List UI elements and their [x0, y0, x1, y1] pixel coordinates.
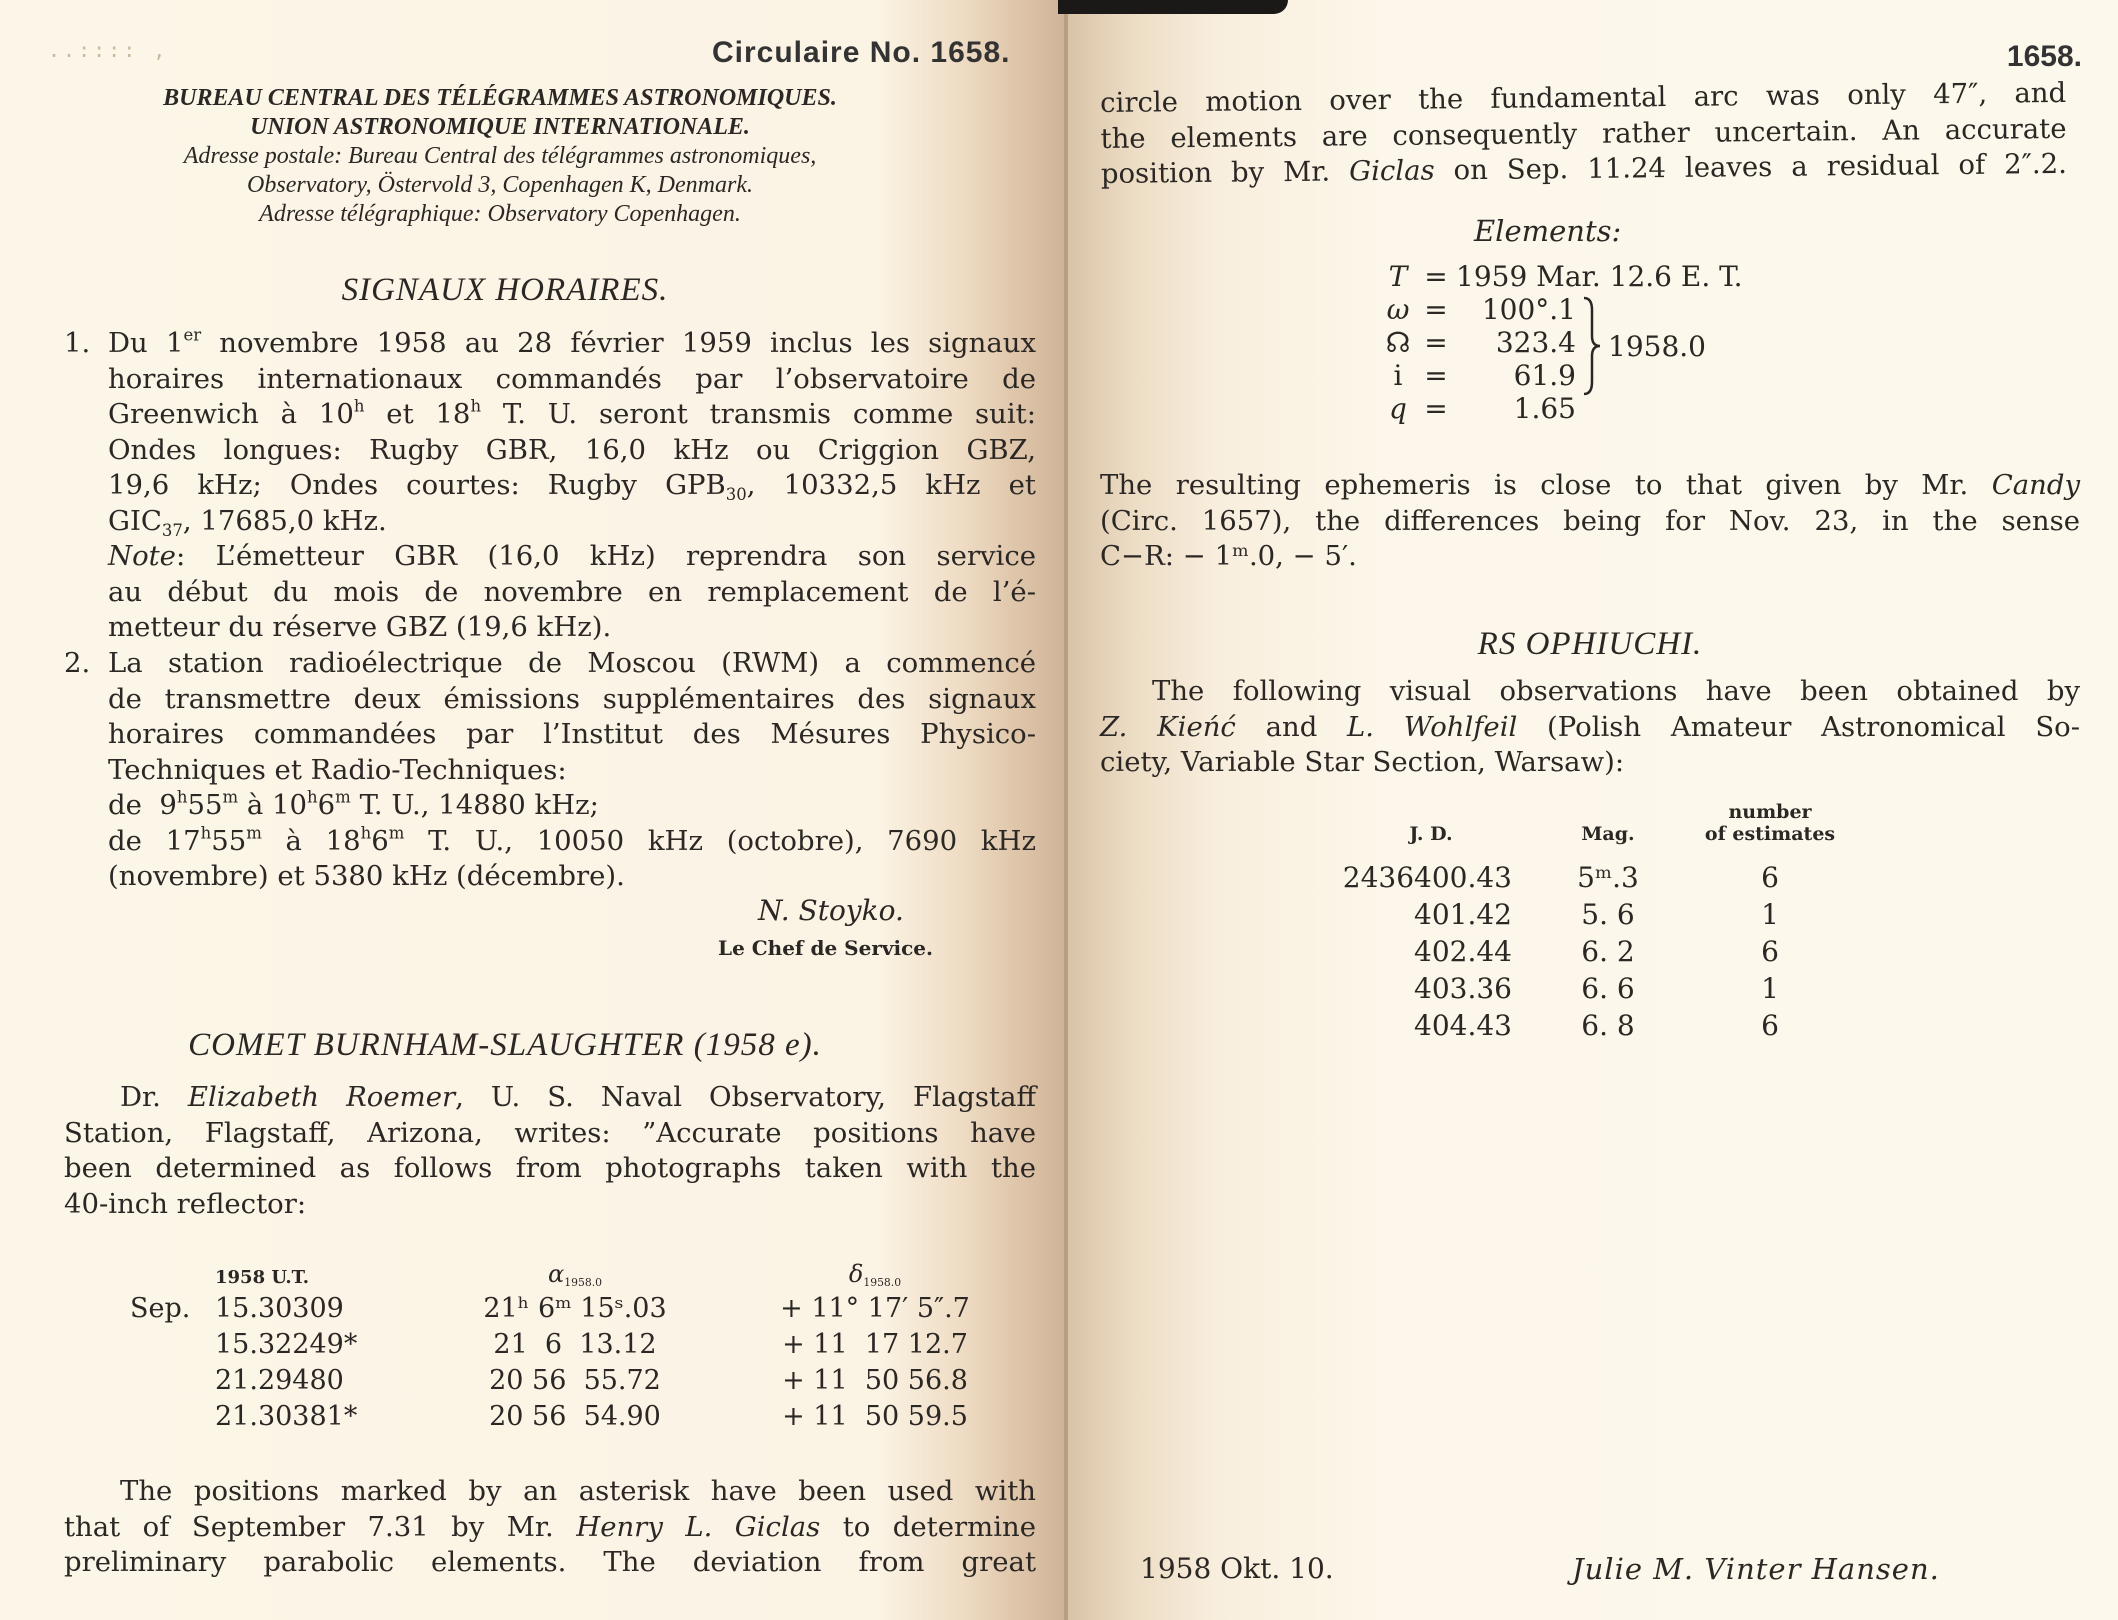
- text-line: C−R: − 1ᵐ.0, − 5′.: [1100, 540, 1357, 572]
- col-header-alpha: $\alpha_{1958.0}$: [548, 1260, 602, 1289]
- text-line: de transmettre deux émissions supplémentaires des signaux: [108, 682, 1036, 715]
- table-row: [130, 1396, 1025, 1432]
- dec-cell: + 11 50 59.5: [782, 1401, 968, 1432]
- postal-address-line2: Observatory, Östervold 3, Copenhagen K, Denmark.: [247, 172, 753, 198]
- text-line: Z. Kieńć and L. Wohlfeil (Polish Amateur Astronomical So-: [1100, 710, 2081, 743]
- col-header-ut: 1958 U.T.: [215, 1267, 310, 1288]
- text-line: Ondes longues: Rugby GBR, 16,0 kHz ou Criggion GBZ,: [108, 433, 1036, 466]
- section-title-rs-oph: RS OPHIUCHI.: [1477, 626, 1703, 662]
- bureau-header: [0, 84, 1000, 229]
- estimates-cell: 1: [1761, 898, 1779, 931]
- section-title-comet: COMET BURNHAM-SLAUGHTER (1958 e).: [188, 1027, 822, 1063]
- jd-cell: 401.42: [1414, 898, 1512, 931]
- item-number-2: 2.: [64, 647, 91, 679]
- col-header-estimates: number of estimates: [1704, 801, 1836, 845]
- rs-oph-observations-table: [1340, 800, 1846, 1044]
- table-row: [1340, 896, 1846, 933]
- faded-stamp-mark: ..:::: ,: [48, 38, 169, 62]
- text-line: The positions marked by an asterisk have been used with: [120, 1475, 1036, 1507]
- ra-cell: 21 6 13.12: [493, 1329, 657, 1360]
- text-line: La station radioélectrique de Moscou (RWM) a commencé: [108, 647, 1036, 679]
- table-row: [1340, 859, 1846, 896]
- text-line: preliminary parabolic elements. The deviation from great: [64, 1546, 1036, 1578]
- date-cell: 21.30381*: [215, 1401, 358, 1432]
- mag-cell: 6. 2: [1581, 935, 1635, 968]
- date-cell: 15.32249*: [215, 1329, 358, 1360]
- circular-number: Circulaire No. 1658.: [712, 36, 1011, 69]
- element-row-q: q = 1.65: [1389, 392, 1576, 425]
- element-row-T: T = 1959 Mar. 12.6 E. T.: [1388, 260, 1743, 293]
- text-line: ciety, Variable Star Section, Warsaw):: [1100, 746, 1625, 778]
- month-cell: [130, 1360, 215, 1396]
- text-line: au début du mois de novembre en remplacement de l’é-: [108, 575, 1036, 608]
- text-line: (Circ. 1657), the differences being for Nov. 23, in the sense: [1100, 504, 2080, 537]
- table-row: [130, 1324, 1025, 1360]
- orbital-elements: [1380, 260, 1743, 425]
- footer-date: 1958 Okt. 10.: [1140, 1552, 1334, 1585]
- ra-cell: 21ʰ 6ᵐ 15ˢ.03: [483, 1293, 667, 1324]
- date-cell: 21.29480: [215, 1365, 344, 1396]
- text-line: 19,6 kHz; Ondes courtes: Rugby $GPB_{30}$, 10332,5 kHz et: [108, 469, 1036, 504]
- ra-cell: 20 56 54.90: [489, 1401, 661, 1432]
- element-row-omega: ω = 100°.1: [1386, 293, 1576, 326]
- element-row-node: ☊ = 323.4: [1385, 326, 1576, 359]
- mag-cell: 6. 8: [1581, 1009, 1635, 1042]
- section-title-signaux: SIGNAUX HORAIRES.: [341, 272, 669, 308]
- text-line: Techniques et Radio-Techniques:: [108, 753, 567, 786]
- postal-address-line1: Adresse postale: Bureau Central des télégrammes astronomiques,: [183, 143, 817, 169]
- text-line: 40-inch reflector:: [64, 1187, 307, 1220]
- text-line: metteur du réserve GBZ (19,6 kHz).: [108, 611, 612, 643]
- jd-cell: 2436400.43: [1342, 861, 1512, 894]
- dec-cell: + 11 17 12.7: [782, 1329, 968, 1360]
- text-line: horaires commandées par l’Institut des Mésures Physico-: [108, 718, 1036, 750]
- text-line: horaires internationaux commandés par l’observatoire de: [108, 362, 1036, 395]
- page-number: 1658.: [2006, 40, 2082, 73]
- table-row: [130, 1288, 1025, 1324]
- text-line: Dr. Elizabeth Roemer, U. S. Naval Observatory, Flagstaff: [120, 1081, 1037, 1113]
- element-row-i: i = 61.9: [1393, 359, 1576, 392]
- table-row: [130, 1360, 1025, 1396]
- signaux-item-1: [108, 326, 1036, 646]
- text-line: Greenwich à 10$^h$ et 18$^h$ T. U. seront transmis comme suit:: [108, 396, 1036, 430]
- table-header-row: [130, 1258, 1025, 1288]
- union-title: UNION ASTRONOMIQUE INTERNATIONALE.: [250, 114, 750, 140]
- brace-icon: [1580, 296, 1604, 396]
- dec-cell: + 11° 17′ 5″.7: [780, 1293, 970, 1324]
- date-cell: 15.30309: [215, 1293, 344, 1324]
- text-line: been determined as follows from photographs taken with the: [64, 1152, 1036, 1184]
- estimates-cell: 6: [1761, 861, 1779, 894]
- comet-positions-table: [130, 1258, 1025, 1432]
- month-cell: Sep.: [130, 1293, 191, 1324]
- signature-stoyko: N. Stoyko.: [758, 894, 904, 927]
- estimates-cell: 1: [1761, 972, 1779, 1005]
- text-line: (novembre) et 5380 kHz (décembre).: [108, 860, 625, 892]
- text-line: The resulting ephemeris is close to that given by Mr. Candy: [1100, 469, 2080, 501]
- text-line: de 9$^h$55$^m$ à 10$^h$6$^m$ T. U., 14880 kHz;: [108, 787, 599, 821]
- table-row: [1340, 970, 1846, 1007]
- text-line: The following visual observations have been obtained by: [1152, 675, 2080, 707]
- text-line: Station, Flagstaff, Arizona, writes: ”Accurate positions have: [64, 1116, 1036, 1149]
- signature-role: Le Chef de Service.: [718, 936, 933, 960]
- month-cell: [130, 1324, 215, 1360]
- jd-cell: 402.44: [1414, 935, 1512, 968]
- text-line: Note: L’émetteur GBR (16,0 kHz) reprendra son service: [108, 540, 1036, 572]
- text-line: that of September 7.31 by Mr. Henry L. Giclas to determine: [64, 1510, 1036, 1543]
- scan-edge-shadow: [1058, 0, 1288, 14]
- equinox-label: 1958.0: [1608, 330, 1706, 363]
- footer-signature: Julie M. Vinter Hansen.: [1572, 1552, 1940, 1586]
- rs-oph-intro: [1100, 674, 2080, 781]
- bureau-title: BUREAU CENTRAL DES TÉLÉGRAMMES ASTRONOMIQUES.: [163, 85, 837, 111]
- mag-cell: 5. 6: [1581, 898, 1635, 931]
- elements-title: Elements:: [1474, 214, 1622, 248]
- jd-cell: 403.36: [1414, 972, 1512, 1005]
- comet-note: [64, 1474, 1036, 1581]
- text-line: Du 1er novembre 1958 au 28 février 1959 inclus les signaux: [108, 325, 1036, 359]
- estimates-cell: 6: [1761, 935, 1779, 968]
- item-number-1: 1.: [64, 327, 91, 359]
- col-header-delta: $\delta_{1958.0}$: [848, 1260, 902, 1289]
- comet-intro: [64, 1080, 1036, 1222]
- col-header-jd: J. D.: [1409, 823, 1453, 845]
- signaux-item-2: [108, 646, 1036, 895]
- mag-cell: 6. 6: [1581, 972, 1635, 1005]
- dec-cell: + 11 50 56.8: [782, 1365, 968, 1396]
- ephemeris-comparison: [1100, 468, 2080, 575]
- jd-cell: 404.43: [1414, 1009, 1512, 1042]
- text-line: position by Mr. Giclas on Sep. 11.24 leaves a residual of 2″.2.: [1100, 147, 2068, 190]
- table-header-row: [1340, 800, 1846, 859]
- comet-continuation: [1100, 76, 2067, 193]
- text-line: the elements are consequently rather uncertain. An accurate: [1100, 112, 2067, 155]
- text-line: de 17$^h$55$^m$ à 18$^h$6$^m$ T. U., 10050 kHz (octobre), 7690 kHz: [108, 822, 1036, 857]
- table-row: [1340, 1007, 1846, 1044]
- telegraphic-address: Adresse télégraphique: Observatory Copenhagen.: [259, 201, 741, 227]
- text-line: circle motion over the fundamental arc was only 47″, and: [1100, 76, 2067, 119]
- table-row: [1340, 933, 1846, 970]
- estimates-cell: 6: [1761, 1009, 1779, 1042]
- text-line: $GIC_{37}$, 17685,0 kHz.: [108, 504, 387, 540]
- col-header-mag: Mag.: [1581, 823, 1635, 845]
- ra-cell: 20 56 55.72: [489, 1365, 661, 1396]
- mag-cell: 5ᵐ.3: [1577, 861, 1639, 894]
- month-cell: [130, 1396, 215, 1432]
